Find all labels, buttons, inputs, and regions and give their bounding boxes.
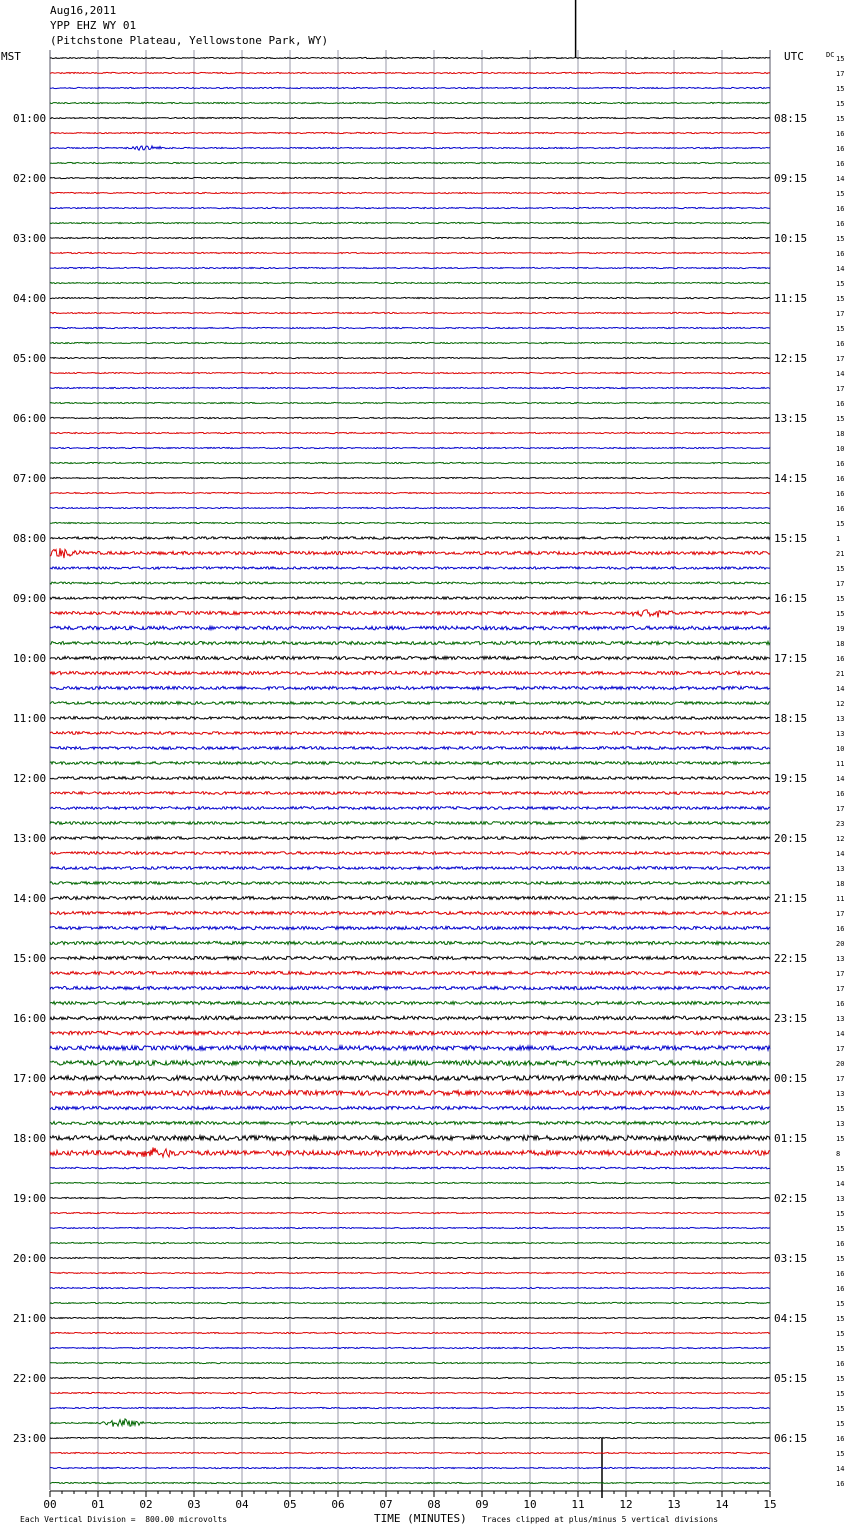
scale-note: Each Vertical Division = 800.00 microvolts: [20, 1515, 228, 1524]
trace-row: [50, 372, 770, 373]
dc-offset-value: 17: [836, 805, 845, 813]
mst-hour-label: 17:00: [13, 1072, 47, 1085]
mst-hour-label: 07:00: [13, 472, 47, 485]
trace-row: [50, 1121, 770, 1124]
utc-hour-label: 00:15: [774, 1072, 808, 1085]
trace-row: [50, 717, 770, 720]
trace-row: [50, 282, 770, 283]
dc-offset-value: 15: [836, 415, 845, 423]
dc-offset-value: 16: [836, 1480, 845, 1488]
dc-offset-value: 13: [836, 955, 845, 963]
trace-row: [50, 312, 770, 313]
trace-row: [50, 777, 770, 780]
trace-row: [50, 597, 770, 599]
trace-row: [50, 567, 770, 569]
trace-row: [50, 117, 770, 118]
mst-hour-label: 19:00: [13, 1192, 47, 1205]
utc-hour-label: 17:15: [774, 652, 808, 665]
trace-row: [50, 1362, 770, 1363]
trace-row: [50, 252, 770, 253]
dc-offset-value: 15: [836, 1105, 845, 1113]
trace-row: [50, 207, 770, 208]
mst-hour-label: 22:00: [13, 1372, 47, 1385]
dc-offset-value: 16: [836, 490, 845, 498]
dc-offset-value: 16: [836, 205, 845, 213]
trace-row: [50, 911, 770, 914]
trace-row: [50, 342, 770, 343]
trace-row: [50, 1182, 770, 1183]
trace-row: [50, 610, 770, 618]
utc-hour-label: 22:15: [774, 952, 808, 965]
dc-offset-value: 20: [836, 1060, 845, 1068]
dc-offset-value: 15: [836, 1330, 845, 1338]
trace-row: [50, 1136, 770, 1141]
dc-offset-value: 16: [836, 1000, 845, 1008]
dc-offset-value: 13: [836, 730, 845, 738]
x-tick-label: 10: [523, 1498, 537, 1511]
dc-offset-value: 21: [836, 670, 845, 678]
trace-row: [50, 1272, 770, 1273]
trace-row: [50, 896, 770, 899]
dc-offset-value: 15: [836, 1225, 845, 1233]
trace-row: [50, 762, 770, 765]
dc-offset-value: 13: [836, 1015, 845, 1023]
trace-row: [50, 1317, 770, 1318]
seismic-traces: [50, 0, 770, 1498]
trace-row: [50, 357, 770, 358]
dc-offset-value: 17: [836, 355, 845, 363]
trace-row: [50, 222, 770, 223]
trace-row: [50, 297, 770, 298]
trace-row: [50, 192, 770, 193]
trace-row: [50, 1091, 770, 1096]
trace-row: [50, 837, 770, 840]
mst-hour-label: 04:00: [13, 292, 47, 305]
dc-offset-value: 16: [836, 250, 845, 258]
dc-offset-value: 15: [836, 1300, 845, 1308]
dc-header-label: DC: [826, 51, 835, 59]
trace-row: [50, 507, 770, 508]
dc-offset-value: 1: [836, 535, 841, 543]
dc-offset-value: 15: [836, 565, 845, 573]
trace-row: [50, 1482, 770, 1483]
dc-offset-value: 15: [836, 1165, 845, 1173]
trace-row: [50, 146, 770, 150]
trace-row: [50, 1257, 770, 1258]
utc-hour-label: 18:15: [774, 712, 808, 725]
mst-hour-label: 21:00: [13, 1312, 47, 1325]
utc-hour-label: 05:15: [774, 1372, 808, 1385]
trace-row: [50, 417, 770, 418]
trace-row: [50, 582, 770, 584]
trace-row: [50, 1407, 770, 1408]
dc-offset-value: 15: [836, 115, 845, 123]
mst-hour-labels: [13, 112, 46, 1445]
dc-offset-value: 16: [836, 400, 845, 408]
dc-offset-value: 18: [836, 430, 845, 438]
dc-offset-value: 23: [836, 820, 845, 828]
utc-hour-label: 10:15: [774, 232, 808, 245]
trace-row: [50, 882, 770, 885]
dc-offset-value: 14: [836, 1030, 845, 1038]
trace-row: [50, 971, 770, 974]
dc-offset-value: 14: [836, 775, 845, 783]
trace-row: [50, 1106, 770, 1109]
dc-offset-value: 15: [836, 1390, 845, 1398]
dc-offset-value: 11: [836, 895, 845, 903]
trace-row: [50, 822, 770, 825]
trace-row: [50, 1419, 770, 1427]
dc-offset-value: 15: [836, 1210, 845, 1218]
dc-offset-value: 16: [836, 790, 845, 798]
dc-offset-value: 13: [836, 1195, 845, 1203]
dc-offset-value: 17: [836, 1045, 845, 1053]
mst-hour-label: 15:00: [13, 952, 47, 965]
dc-offset-value: 15: [836, 55, 845, 63]
mst-hour-label: 09:00: [13, 592, 47, 605]
dc-offset-value: 16: [836, 505, 845, 513]
trace-row: [50, 1302, 770, 1303]
trace-row: [50, 807, 770, 810]
dc-offset-value: 15: [836, 1255, 845, 1263]
trace-row: [50, 941, 770, 944]
mst-hour-label: 01:00: [13, 112, 47, 125]
dc-offset-value: 17: [836, 385, 845, 393]
dc-offset-value: 13: [836, 1090, 845, 1098]
dc-offset-value: 14: [836, 1180, 845, 1188]
trace-row: [50, 267, 770, 268]
trace-row: [50, 237, 770, 238]
dc-offset-value: 13: [836, 1120, 845, 1128]
mst-hour-label: 16:00: [13, 1012, 47, 1025]
trace-row: [50, 387, 770, 388]
trace-row: [50, 1031, 770, 1035]
trace-row: [50, 1061, 770, 1066]
dc-offset-value: 16: [836, 475, 845, 483]
dc-offset-value: 14: [836, 370, 845, 378]
utc-hour-label: 11:15: [774, 292, 808, 305]
dc-offset-value: 17: [836, 70, 845, 78]
mst-hour-label: 11:00: [13, 712, 47, 725]
mst-hour-label: 10:00: [13, 652, 47, 665]
utc-hour-label: 03:15: [774, 1252, 808, 1265]
utc-hour-labels: [774, 112, 807, 1445]
dc-offset-value: 16: [836, 925, 845, 933]
dc-offset-value: 16: [836, 655, 845, 663]
trace-row: [50, 177, 770, 178]
dc-offset-value: 17: [836, 580, 845, 588]
trace-row: [50, 1167, 770, 1169]
x-tick-label: 00: [43, 1498, 57, 1511]
dc-offset-value: 15: [836, 595, 845, 603]
dc-offset-value: 15: [836, 1375, 845, 1383]
utc-hour-label: 13:15: [774, 412, 808, 425]
x-tick-label: 06: [331, 1498, 345, 1511]
dc-offset-value: 10: [836, 745, 845, 753]
trace-row: [50, 1377, 770, 1378]
x-tick-label: 05: [283, 1498, 297, 1511]
trace-row: [50, 402, 770, 403]
utc-hour-label: 15:15: [774, 532, 808, 545]
trace-row: [50, 1287, 770, 1288]
mst-hour-label: 18:00: [13, 1132, 47, 1145]
x-tick-label: 12: [619, 1498, 633, 1511]
trace-row: [50, 1046, 770, 1050]
dc-offset-value: 12: [836, 835, 845, 843]
trace-row: [50, 1227, 770, 1228]
x-tick-label: 04: [235, 1498, 249, 1511]
dc-offset-value: 15: [836, 520, 845, 528]
dc-offset-value: 17: [836, 910, 845, 918]
trace-row: [50, 477, 770, 478]
trace-row: [50, 1437, 770, 1438]
trace-row: [50, 1467, 770, 1468]
utc-hour-label: 19:15: [774, 772, 808, 785]
dc-offset-value: 15: [836, 1420, 845, 1428]
dc-offset-value: 14: [836, 265, 845, 273]
trace-row: [50, 1076, 770, 1081]
trace-row: [50, 702, 770, 705]
dc-offset-value: 16: [836, 1435, 845, 1443]
dc-offset-value: 15: [836, 100, 845, 108]
trace-row: [50, 1347, 770, 1348]
dc-offset-value: 15: [836, 325, 845, 333]
trace-row: [50, 162, 770, 163]
utc-hour-label: 08:15: [774, 112, 808, 125]
trace-row: [50, 462, 770, 463]
trace-row: [50, 1212, 770, 1213]
trace-row: [50, 102, 770, 103]
trace-row: [50, 792, 770, 795]
trace-row: [50, 732, 770, 735]
dc-offset-value: 16: [836, 1270, 845, 1278]
trace-row: [50, 492, 770, 493]
trace-row: [50, 1242, 770, 1243]
dc-offset-value: 15: [836, 1135, 845, 1143]
trace-row: [50, 72, 770, 73]
mst-hour-label: 08:00: [13, 532, 47, 545]
dc-offset-value: 11: [836, 760, 845, 768]
dc-offset-value: 15: [836, 1345, 845, 1353]
utc-hour-label: 09:15: [774, 172, 808, 185]
dc-offset-value: 14: [836, 1465, 845, 1473]
dc-offset-value: 15: [836, 235, 845, 243]
clip-note: Traces clipped at plus/minus 5 vertical divisions: [482, 1515, 719, 1524]
utc-hour-label: 16:15: [774, 592, 808, 605]
dc-offset-value: 13: [836, 715, 845, 723]
trace-row: [50, 747, 770, 750]
x-tick-label: 11: [571, 1498, 585, 1511]
trace-row: [50, 432, 770, 433]
trace-row: [50, 87, 770, 88]
x-tick-label: 08: [427, 1498, 441, 1511]
dc-offset-value: 16: [836, 220, 845, 228]
trace-row: [50, 686, 770, 689]
utc-hour-label: 23:15: [774, 1012, 808, 1025]
dc-offset-value: 19: [836, 625, 845, 633]
trace-row: [50, 926, 770, 929]
trace-row: [50, 626, 770, 630]
dc-offset-value: 15: [836, 1405, 845, 1413]
mst-hour-label: 12:00: [13, 772, 47, 785]
mst-hour-label: 13:00: [13, 832, 47, 845]
trace-row: [50, 57, 770, 58]
dc-offset-value: 15: [836, 610, 845, 618]
x-tick-label: 03: [187, 1498, 201, 1511]
mst-hour-label: 14:00: [13, 892, 47, 905]
utc-hour-label: 21:15: [774, 892, 808, 905]
x-tick-label: 14: [715, 1498, 729, 1511]
trace-row: [50, 537, 770, 539]
x-tick-label: 15: [763, 1498, 777, 1511]
dc-offset-value: 15: [836, 1315, 845, 1323]
utc-hour-label: 06:15: [774, 1432, 808, 1445]
dc-offset-value: 17: [836, 970, 845, 978]
x-tick-label: 01: [91, 1498, 105, 1511]
trace-row: [50, 852, 770, 855]
trace-row: [50, 327, 770, 328]
trace-row: [50, 522, 770, 523]
dc-offset-value: 8: [836, 1150, 841, 1158]
mst-hour-label: 23:00: [13, 1432, 47, 1445]
trace-row: [50, 956, 770, 959]
utc-axis-label: UTC: [784, 50, 804, 63]
utc-hour-label: 04:15: [774, 1312, 808, 1325]
trace-row: [50, 1001, 770, 1004]
dc-offset-value: 15: [836, 85, 845, 93]
mst-hour-label: 02:00: [13, 172, 47, 185]
dc-offset-value: 14: [836, 175, 845, 183]
x-axis-title: TIME (MINUTES): [374, 1512, 467, 1525]
dc-offset-value: 15: [836, 295, 845, 303]
utc-hour-label: 20:15: [774, 832, 808, 845]
trace-row: [50, 1452, 770, 1453]
dc-offset-labels: [836, 55, 844, 1488]
dc-offset-value: 16: [836, 145, 845, 153]
trace-row: [50, 986, 770, 989]
dc-offset-value: 17: [836, 310, 845, 318]
x-tick-label: 07: [379, 1498, 393, 1511]
dc-offset-value: 17: [836, 1075, 845, 1083]
trace-row: [50, 1197, 770, 1198]
x-tick-label: 09: [475, 1498, 489, 1511]
trace-row: [50, 1332, 770, 1333]
trace-row: [50, 671, 770, 674]
trace-row: [50, 656, 770, 659]
dc-offset-value: 18: [836, 880, 845, 888]
dc-offset-value: 15: [836, 280, 845, 288]
dc-offset-value: 13: [836, 865, 845, 873]
mst-axis-label: MST: [1, 50, 21, 63]
trace-row: [50, 447, 770, 448]
dc-offset-value: 18: [836, 640, 845, 648]
utc-hour-label: 12:15: [774, 352, 808, 365]
dc-offset-value: 17: [836, 985, 845, 993]
dc-offset-value: 15: [836, 1450, 845, 1458]
dc-offset-value: 16: [836, 130, 845, 138]
station-location: (Pitchstone Plateau, Yellowstone Park, WY): [50, 34, 329, 47]
trace-row: [50, 1016, 770, 1020]
mst-hour-label: 20:00: [13, 1252, 47, 1265]
dc-offset-value: 16: [836, 1360, 845, 1368]
x-tick-label: 13: [667, 1498, 681, 1511]
dc-offset-value: 10: [836, 445, 845, 453]
mst-hour-label: 06:00: [13, 412, 47, 425]
station-name: YPP EHZ WY 01: [50, 19, 137, 32]
trace-row: [50, 132, 770, 133]
x-tick-label: 02: [139, 1498, 153, 1511]
dc-offset-value: 16: [836, 1240, 845, 1248]
dc-offset-value: 16: [836, 340, 845, 348]
plot-date: Aug16,2011: [50, 4, 117, 17]
dc-offset-value: 16: [836, 1285, 845, 1293]
dc-offset-value: 14: [836, 850, 845, 858]
dc-offset-value: 20: [836, 940, 845, 948]
trace-row: [50, 548, 770, 558]
mst-hour-label: 03:00: [13, 232, 47, 245]
dc-offset-value: 21: [836, 550, 845, 558]
dc-offset-value: 16: [836, 160, 845, 168]
time-axis: [43, 1491, 776, 1511]
trace-row: [50, 867, 770, 870]
trace-row: [50, 641, 770, 644]
trace-row: [50, 1148, 770, 1158]
utc-hour-label: 01:15: [774, 1132, 808, 1145]
dc-offset-value: 16: [836, 460, 845, 468]
trace-row: [50, 1392, 770, 1393]
dc-offset-value: 12: [836, 700, 845, 708]
utc-hour-label: 14:15: [774, 472, 808, 485]
mst-hour-label: 05:00: [13, 352, 47, 365]
dc-offset-value: 15: [836, 190, 845, 198]
dc-offset-value: 14: [836, 685, 845, 693]
utc-hour-label: 02:15: [774, 1192, 808, 1205]
